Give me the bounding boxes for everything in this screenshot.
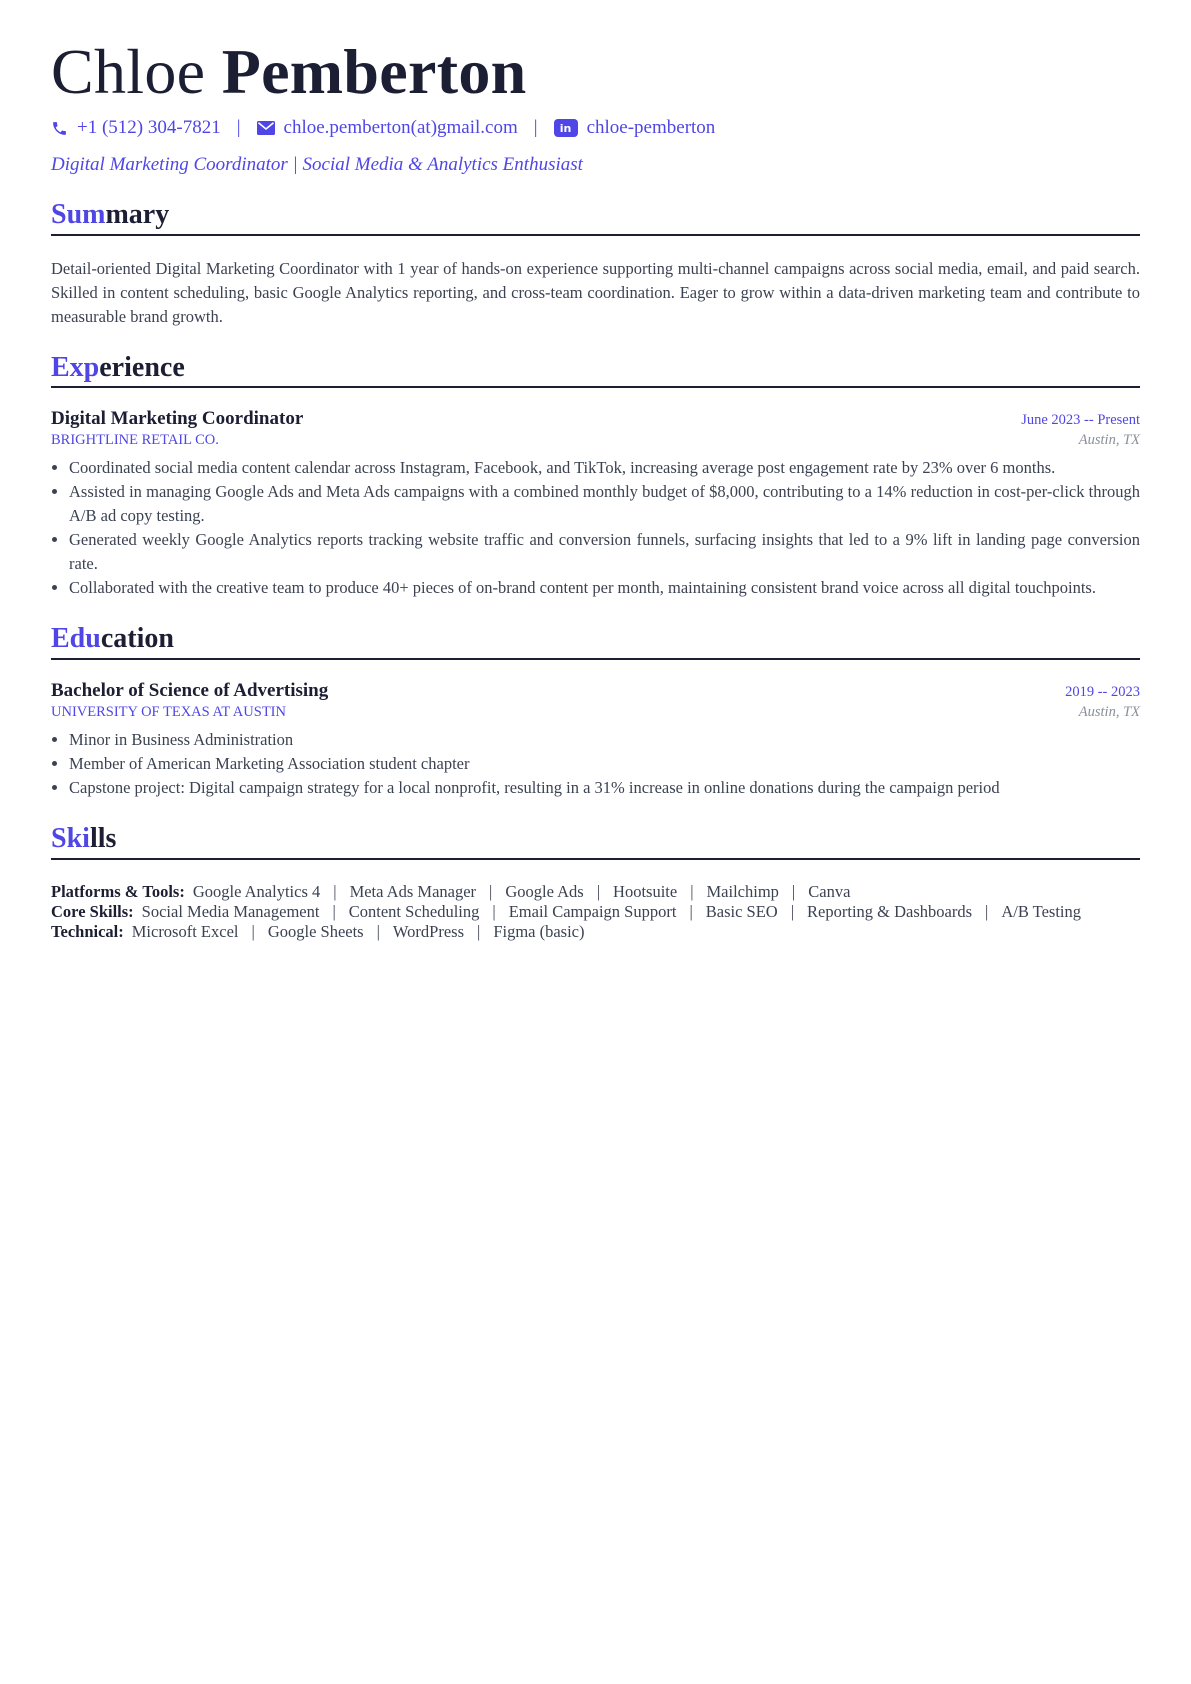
envelope-icon <box>257 121 275 135</box>
experience-entry <box>51 408 1140 600</box>
skill-separator: | <box>376 921 380 941</box>
first-name: Chloe <box>51 36 206 107</box>
skill-item: Figma (basic) <box>493 921 585 941</box>
skill-separator: | <box>791 881 796 901</box>
skill-separator: | <box>492 901 496 921</box>
summary-text: Detail-oriented Digital Marketing Coordinator with 1 year of hands-on experience supporting multi-channel campaigns across social media, email, and paid search. Skilled in content scheduling, basic Google Analytics reporting, and cross-team coordination. Eager to grow within a data-driven marketing team and contribute to measurable brand growth. <box>51 258 1140 326</box>
skill-separator: | <box>489 881 493 901</box>
skill-category-label: Technical: <box>51 921 124 941</box>
job-title: Digital Marketing Coordinator <box>51 408 304 430</box>
section-heading-education <box>51 622 1140 660</box>
job-dates: June 2023 -- Present <box>1021 412 1140 429</box>
skill-item: Google Ads <box>505 881 584 901</box>
phone-contact[interactable] <box>51 117 221 139</box>
education-section <box>51 622 1140 800</box>
contact-separator: | <box>236 117 241 139</box>
skill-separator: | <box>251 921 255 941</box>
heading-accent: Exp <box>51 351 100 383</box>
skill-item: Google Sheets <box>267 921 364 941</box>
skills-list <box>51 882 1140 942</box>
heading-rest: erience <box>99 351 185 383</box>
bullet-item: • Coordinated social media content calendar across Instagram, Facebook, and TikTok, increasing average post engagement rate by 23% over 6 months. <box>69 456 1140 480</box>
skill-item: WordPress <box>392 921 464 941</box>
job-location: Austin, TX <box>1078 432 1140 449</box>
contact-bar <box>51 117 1140 139</box>
school-name: UNIVERSITY OF TEXAS AT AUSTIN <box>51 703 286 720</box>
heading-rest: cation <box>100 623 174 655</box>
skills-section <box>51 822 1140 942</box>
skill-separator: | <box>689 901 693 921</box>
heading-accent: Edu <box>51 623 101 655</box>
skill-item: Social Media Management <box>141 901 320 921</box>
bullet-item: • Collaborated with the creative team to produce 40+ pieces of on-brand content per month, maintaining consistent brand voice across all digital touchpoints. <box>69 576 1140 600</box>
skill-separator: | <box>477 921 481 941</box>
degree-title: Bachelor of Science of Advertising <box>51 679 329 701</box>
candidate-name <box>51 38 1140 105</box>
skill-row-platforms <box>51 882 1140 902</box>
skill-item: Microsoft Excel <box>131 921 239 941</box>
skill-row-technical <box>51 922 1140 942</box>
headline-tagline: Digital Marketing Coordinator | Social Media & Analytics Enthusiast <box>51 154 583 176</box>
linkedin-icon: in <box>554 119 578 137</box>
contact-separator: | <box>533 117 538 139</box>
skill-row-core <box>51 902 1140 922</box>
phone-icon <box>51 120 68 137</box>
skill-item: Content Scheduling <box>348 901 480 921</box>
linkedin-contact[interactable] <box>554 117 716 139</box>
bullet-item: • Assisted in managing Google Ads and Meta Ads campaigns with a combined monthly budget of $8,000, contributing to a 14% reduction in cost-per-click through A/B ad copy testing. <box>69 480 1140 528</box>
experience-bullets <box>51 456 1140 600</box>
skill-separator: | <box>596 881 601 901</box>
skill-separator: | <box>790 901 795 921</box>
skill-item: Meta Ads Manager <box>349 881 477 901</box>
email-contact[interactable] <box>257 117 518 139</box>
skill-separator: | <box>332 901 336 921</box>
employer-name: BRIGHTLINE RETAIL CO. <box>51 432 219 449</box>
skill-item: Canva <box>808 881 851 901</box>
education-bullets <box>51 728 1140 800</box>
section-heading-skills <box>51 822 1140 860</box>
skill-separator: | <box>333 881 337 901</box>
last-name: Pemberton <box>221 36 527 107</box>
skill-item: Google Analytics 4 <box>192 881 321 901</box>
skill-item: Mailchimp <box>706 881 779 901</box>
bullet-item: • Member of American Marketing Association student chapter <box>69 752 1140 776</box>
email-address: chloe.pemberton(at)gmail.com <box>283 117 518 139</box>
skill-category-label: Core Skills: <box>51 901 134 921</box>
skill-separator: | <box>690 881 694 901</box>
education-entry <box>51 680 1140 800</box>
skill-item: A/B Testing <box>1001 901 1082 921</box>
bullet-item: • Minor in Business Administration <box>69 728 1140 752</box>
bullet-item: • Generated weekly Google Analytics reports tracking website traffic and conversion funnels, surfacing insights that led to a 9% lift in landing page conversion rate. <box>69 528 1140 576</box>
heading-accent: Ski <box>51 822 90 854</box>
section-heading-experience <box>51 351 1140 389</box>
linkedin-handle: chloe-pemberton <box>586 117 716 139</box>
heading-accent: Sum <box>51 199 106 231</box>
experience-section <box>51 351 1140 601</box>
school-location: Austin, TX <box>1078 703 1140 720</box>
heading-rest: lls <box>89 822 117 854</box>
phone-number: +1 (512) 304-7821 <box>77 117 221 139</box>
skill-item: Basic SEO <box>705 901 778 921</box>
heading-rest: mary <box>105 199 170 231</box>
skill-item: Hootsuite <box>613 881 678 901</box>
skill-category-label: Platforms & Tools: <box>51 881 185 901</box>
skill-item: Email Campaign Support <box>508 901 677 921</box>
summary-section <box>51 198 1140 329</box>
skill-item: Reporting & Dashboards <box>807 901 973 921</box>
education-dates: 2019 -- 2023 <box>1065 683 1140 700</box>
bullet-item: • Capstone project: Digital campaign strategy for a local nonprofit, resulting in a 31% increase in online donations during the campaign period <box>69 776 1140 800</box>
section-heading-summary <box>51 198 1140 236</box>
skill-separator: | <box>985 901 989 921</box>
